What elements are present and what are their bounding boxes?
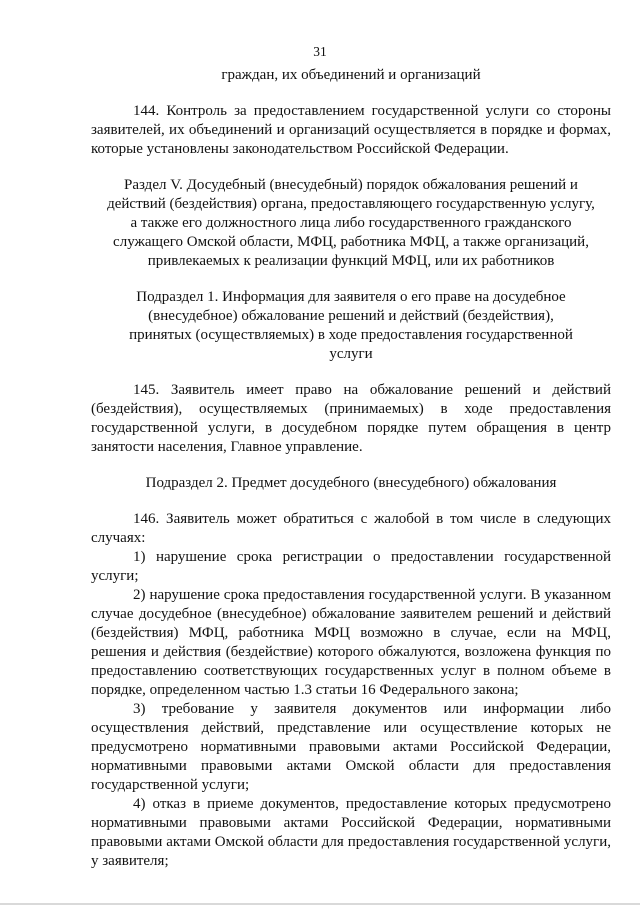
- document-body: [91, 66, 611, 871]
- paragraph-146: 146. Заявитель может обратиться с жалобой в том числе в следующих случаях:: [91, 511, 611, 546]
- page-number: 31: [313, 44, 327, 59]
- list-item: 2) нарушение срока предоставления государственной услуги. В указанном случае досудебное (внесудебное) обжалование заявителем решений и действий (бездействия) МФЦ, работника МФЦ возможно в случае, если на МФЦ, решения и действия (бездействие) которого обжалуются, возложена функция по предоставлению соответствующих государственных услуг в полном объеме в порядке, определенном частью 1.3 статьи 16 Федерального закона;: [91, 587, 611, 698]
- paragraph-145: 145. Заявитель имеет право на обжалование решений и действий (бездействия), осуществляемых (принимаемых) в ходе предоставления государственной услуги, в досудебном порядке путем обращения в центр занятости населения, Главное управление.: [91, 382, 611, 455]
- list-item: 4) отказ в приеме документов, предоставление которых предусмотрено нормативными правовыми актами Российской Федерации, нормативными правовыми актами Омской области для предоставления государственной услуги, у заявителя;: [91, 796, 611, 869]
- list-item: 1) нарушение срока регистрации о предоставлении государственной услуги;: [91, 549, 611, 584]
- continuation-heading: граждан, их объединений и организаций: [221, 67, 481, 83]
- paragraph-144: 144. Контроль за предоставлением государственной услуги со стороны заявителей, их объединений и организаций осуществляется в порядке и формах, которые установлены законодательством Российской Федерации.: [91, 103, 611, 157]
- subsection-1-title: Подраздел 1. Информация для заявителя о его праве на досудебное (внесудебное) обжалование решений и действий (бездействия), принятых (осуществляемых) в ходе предоставления государственной услуги: [129, 289, 573, 362]
- subsection-2-title: Подраздел 2. Предмет досудебного (внесудебного) обжалования: [145, 475, 557, 491]
- list-item: 3) требование у заявителя документов или информации либо осуществления действий, представление или осуществление которых не предусмотрено нормативными правовыми актами Российской Федерации, нормативными правовыми актами Омской области для предоставления государственной услуги;: [91, 701, 611, 793]
- section-v-title: Раздел V. Досудебный (внесудебный) порядок обжалования решений и действий (бездействия) органа, предоставляющего государственную услугу, а также его должностного лица либо государственного гражданского служащего Омской области, МФЦ, работника МФЦ, а также организаций, привлекаемых к реализации функций МФЦ, или их работников: [107, 177, 595, 269]
